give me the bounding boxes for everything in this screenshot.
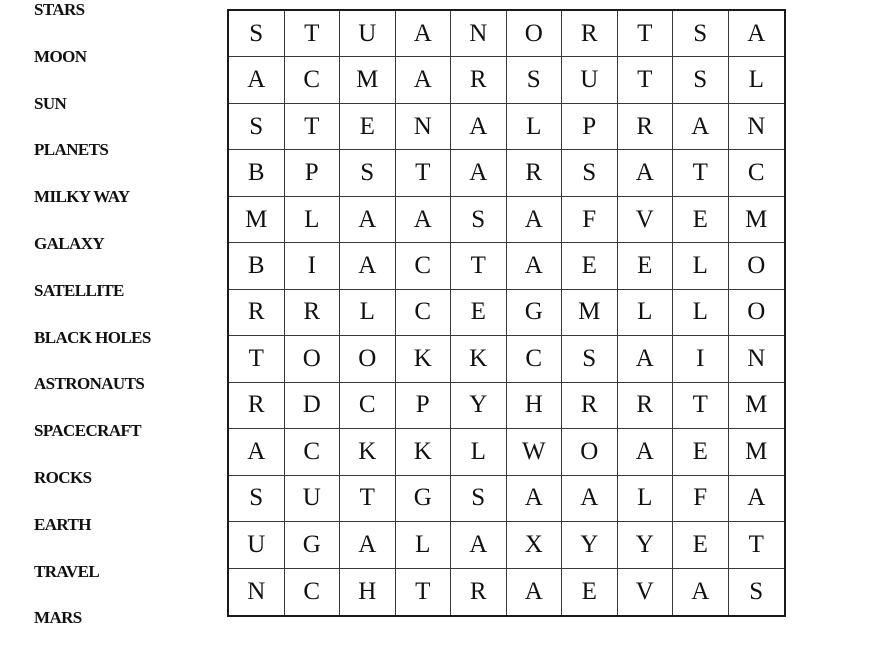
word-list-item: BLACK HOLES	[34, 327, 151, 347]
grid-cell[interactable]: F	[562, 197, 618, 243]
grid-cell[interactable]: A	[618, 429, 674, 475]
grid-cell[interactable]: U	[340, 11, 396, 57]
grid-cell[interactable]: G	[507, 290, 563, 336]
word-list-item: MILKY WAY	[34, 187, 130, 207]
grid-cell[interactable]: E	[562, 569, 618, 615]
grid-cell[interactable]: M	[729, 383, 785, 429]
grid-cell[interactable]: O	[340, 336, 396, 382]
grid-cell[interactable]: L	[451, 429, 507, 475]
grid-cell[interactable]: A	[451, 150, 507, 196]
grid-cell[interactable]: F	[673, 476, 729, 522]
grid-cell[interactable]: S	[340, 150, 396, 196]
word-list-item: ROCKS	[34, 468, 92, 487]
grid-cell[interactable]: E	[618, 243, 674, 289]
grid-cell[interactable]: K	[340, 429, 396, 475]
grid-cell[interactable]: S	[451, 476, 507, 522]
grid-cell[interactable]: A	[673, 104, 729, 150]
grid-cell[interactable]: A	[340, 197, 396, 243]
grid-cell[interactable]: T	[618, 11, 674, 57]
grid-cell[interactable]: G	[396, 476, 452, 522]
word-list-item: ASTRONAUTS	[34, 374, 145, 394]
grid-cell[interactable]: M	[729, 197, 785, 243]
grid-cell[interactable]: L	[673, 290, 729, 336]
grid-cell[interactable]: M	[229, 197, 285, 243]
word-list-item: STARS	[34, 0, 85, 19]
grid-cell[interactable]: R	[618, 383, 674, 429]
grid-cell[interactable]: A	[340, 522, 396, 568]
grid-cell[interactable]: M	[340, 57, 396, 103]
grid-cell[interactable]: A	[396, 57, 452, 103]
grid-cell[interactable]: A	[673, 569, 729, 615]
grid-cell[interactable]: R	[285, 290, 341, 336]
grid-cell[interactable]: T	[396, 569, 452, 615]
grid-cell[interactable]: E	[673, 429, 729, 475]
grid-cell[interactable]: S	[673, 57, 729, 103]
grid-cell[interactable]: A	[618, 150, 674, 196]
grid-cell[interactable]: U	[229, 522, 285, 568]
grid-cell[interactable]: M	[562, 290, 618, 336]
grid-cell[interactable]: T	[229, 336, 285, 382]
grid-cell[interactable]: O	[562, 429, 618, 475]
grid-cell[interactable]: S	[507, 57, 563, 103]
grid-cell[interactable]: R	[562, 11, 618, 57]
grid-cell[interactable]: N	[729, 336, 785, 382]
word-list-item: PLANETS	[34, 140, 109, 160]
word-list-item: SPACECRAFT	[34, 421, 142, 441]
grid-cell[interactable]: A	[451, 104, 507, 150]
grid-cell[interactable]: O	[729, 290, 785, 336]
grid-cell[interactable]: T	[673, 150, 729, 196]
grid-cell[interactable]: U	[285, 476, 341, 522]
grid-cell[interactable]: K	[451, 336, 507, 382]
word-list-item: EARTH	[34, 514, 91, 534]
grid-cell[interactable]: S	[749, 577, 764, 605]
grid-cell[interactable]: E	[451, 290, 507, 336]
word-list-item: MARS	[34, 608, 82, 628]
word-list-item: MOON	[34, 46, 87, 66]
grid-cell[interactable]: T	[451, 243, 507, 289]
grid-cell[interactable]: A	[340, 243, 396, 289]
grid-cell[interactable]: L	[340, 290, 396, 336]
grid-cell[interactable]: M	[729, 429, 785, 475]
grid-cell[interactable]: A	[229, 57, 285, 103]
grid-cell[interactable]: L	[618, 290, 674, 336]
grid-cell[interactable]: A	[729, 11, 785, 57]
grid-cell[interactable]: O	[729, 243, 785, 289]
grid-cell[interactable]: T	[618, 57, 674, 103]
word-list-item: SUN	[34, 93, 67, 113]
grid-cell[interactable]: E	[562, 243, 618, 289]
grid-cell[interactable]: E	[673, 522, 729, 568]
grid-cell[interactable]: C	[507, 336, 563, 382]
grid-cell[interactable]: W	[507, 429, 563, 475]
grid-cell[interactable]: S	[562, 336, 618, 382]
grid-cell[interactable]: A	[562, 476, 618, 522]
grid-cell[interactable]: C	[729, 150, 785, 196]
grid-cell[interactable]: A	[229, 429, 285, 475]
grid-cell[interactable]: O	[507, 11, 563, 57]
grid-cell[interactable]: T	[673, 383, 729, 429]
grid-cell[interactable]: L	[507, 104, 563, 150]
grid-cell[interactable]: L	[618, 476, 674, 522]
grid-cell[interactable]: P	[396, 383, 452, 429]
grid-cell[interactable]: C	[285, 57, 341, 103]
letter-grid	[227, 9, 786, 617]
grid-cell[interactable]: L	[673, 243, 729, 289]
grid-cell[interactable]: A	[396, 197, 452, 243]
grid-cell[interactable]: C	[285, 569, 341, 615]
grid-cell[interactable]: O	[285, 336, 341, 382]
word-list-item: TRAVEL	[34, 561, 100, 581]
grid-cell[interactable]: R	[451, 569, 507, 615]
grid-cell[interactable]: T	[340, 476, 396, 522]
grid-cell[interactable]: P	[562, 104, 618, 150]
grid-cell[interactable]: U	[562, 57, 618, 103]
grid-cell[interactable]: H	[340, 569, 396, 615]
grid-cell[interactable]: C	[340, 383, 396, 429]
grid-cell[interactable]: A	[507, 197, 563, 243]
grid-cell[interactable]: V	[618, 569, 674, 615]
grid-cell[interactable]: R	[562, 383, 618, 429]
grid-cell[interactable]: P	[285, 150, 341, 196]
grid-cell[interactable]: S	[451, 197, 507, 243]
grid-cell[interactable]: Y	[451, 383, 507, 429]
grid-cell[interactable]: R	[618, 104, 674, 150]
word-list-item: GALAXY	[34, 234, 105, 253]
grid-cell[interactable]: I	[285, 243, 341, 289]
grid-cell[interactable]: R	[507, 150, 563, 196]
grid-cell[interactable]: S	[673, 11, 729, 57]
grid-cell[interactable]: D	[285, 383, 341, 429]
grid-cell[interactable]: S	[229, 104, 285, 150]
grid-cell[interactable]: X	[507, 522, 563, 568]
grid-cell[interactable]: G	[285, 522, 341, 568]
grid-cell[interactable]: T	[285, 104, 341, 150]
grid-cell[interactable]: B	[229, 150, 285, 196]
grid-cell[interactable]: E	[673, 197, 729, 243]
grid-cell[interactable]: R	[229, 383, 285, 429]
grid-cell[interactable]: C	[396, 290, 452, 336]
grid-cell[interactable]: N	[451, 11, 507, 57]
grid-cell[interactable]: T	[285, 11, 341, 57]
grid-cell[interactable]: B	[229, 243, 285, 289]
grid-cell[interactable]: A	[729, 476, 785, 522]
grid-cell[interactable]: Y	[618, 522, 674, 568]
grid-cell[interactable]: A	[618, 336, 674, 382]
grid-cell[interactable]: C	[396, 243, 452, 289]
grid-cell[interactable]: A	[507, 476, 563, 522]
grid-cell[interactable]: H	[507, 383, 563, 429]
grid-cell[interactable]: L	[729, 57, 785, 103]
grid-cell[interactable]: S	[229, 11, 285, 57]
grid-cell[interactable]: V	[618, 197, 674, 243]
grid-cell[interactable]: Y	[562, 522, 618, 568]
grid-cell[interactable]: L	[285, 197, 341, 243]
grid-cell[interactable]: E	[340, 104, 396, 150]
grid-cell[interactable]: S	[229, 476, 285, 522]
grid-cell[interactable]: N	[229, 569, 285, 615]
grid-cell[interactable]: S	[562, 150, 618, 196]
grid-cell[interactable]: C	[285, 429, 341, 475]
grid-cell[interactable]: T	[396, 150, 452, 196]
grid-cell[interactable]: A	[396, 11, 452, 57]
grid-cell[interactable]: R	[229, 290, 285, 336]
grid-cell[interactable]: N	[396, 104, 452, 150]
grid-cell[interactable]: L	[396, 522, 452, 568]
grid-cell[interactable]: T	[729, 522, 785, 568]
grid-cell[interactable]: A	[451, 522, 507, 568]
grid-cell[interactable]: R	[451, 57, 507, 103]
grid-cell[interactable]: A	[507, 569, 563, 615]
grid-cell[interactable]: N	[729, 104, 785, 150]
grid-cell[interactable]: K	[396, 429, 452, 475]
grid-cell[interactable]: I	[673, 336, 729, 382]
grid-cell[interactable]: K	[396, 336, 452, 382]
grid-cell[interactable]: A	[507, 243, 563, 289]
word-list-item: SATELLITE	[34, 280, 124, 300]
